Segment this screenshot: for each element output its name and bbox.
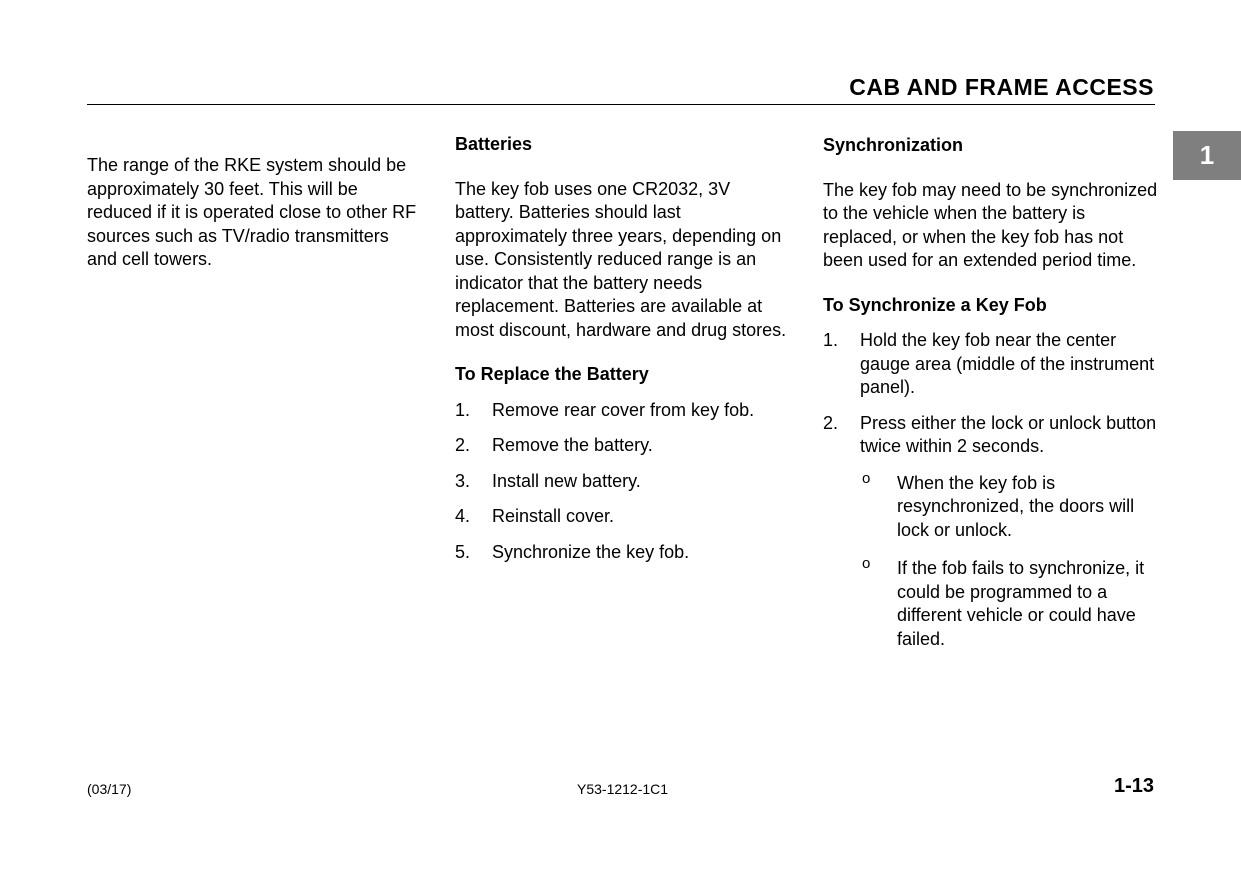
list-item <box>455 505 790 529</box>
column-middle <box>455 133 790 576</box>
step-text: Press either the lock or unlock button twice within 2 seconds. <box>860 412 1157 456</box>
list-item <box>823 412 1158 652</box>
synchronize-notes <box>860 469 1158 652</box>
list-item <box>455 470 790 494</box>
batteries-heading: Batteries <box>455 134 533 154</box>
footer-doc-number: Y53-1212-1C1 <box>577 781 669 797</box>
step-number: 2. <box>823 412 839 433</box>
list-item <box>860 557 1158 651</box>
header-rule <box>87 104 1155 105</box>
list-item <box>455 399 790 423</box>
bullet-mark: o <box>862 469 871 487</box>
step-number: 3. <box>455 470 471 491</box>
step-text: Install new battery. <box>492 470 641 491</box>
synchronize-steps <box>823 329 1158 651</box>
step-number: 1. <box>455 399 471 420</box>
list-item <box>455 434 790 458</box>
column-left <box>87 154 417 272</box>
replace-battery-heading: To Replace the Battery <box>455 364 649 384</box>
chapter-tab: 1 <box>1173 131 1241 180</box>
synchronization-heading: Synchronization <box>823 135 964 155</box>
column-right <box>823 134 1158 666</box>
step-number: 4. <box>455 506 471 526</box>
list-item <box>823 329 1158 400</box>
page-header-title: CAB AND FRAME ACCESS <box>849 74 1154 100</box>
rke-range-paragraph: The range of the RKE system should be approximately 30 feet. This will be reduced if it is operated close to other RF sources such as TV/radio transmitters and cell towers. <box>87 155 417 269</box>
list-item <box>455 541 790 565</box>
step-number: 2. <box>455 435 471 455</box>
bullet-text: If the fob fails to synchronize, it could be programmed to a different vehicle or could have failed. <box>897 558 1145 649</box>
step-text: Remove rear cover from key fob. <box>492 399 755 420</box>
synchronize-key-fob-heading: To Synchronize a Key Fob <box>823 294 1047 315</box>
step-text: Synchronize the key fob. <box>492 541 690 562</box>
footer-date: (03/17) <box>87 781 132 797</box>
footer-page-number: 1-13 <box>1113 775 1154 797</box>
batteries-paragraph: The key fob uses one CR2032, 3V battery. Batteries should last approximately three years, depending on use. Consistently reduced range is an indicator that the battery needs replacement. Batteries are available at most discount, hardware and drug stores. <box>455 178 787 340</box>
step-number: 5. <box>455 541 471 562</box>
bullet-mark: o <box>862 555 871 572</box>
step-number: 1. <box>823 330 839 350</box>
replace-battery-steps <box>455 399 790 565</box>
step-text: Hold the key fob near the center gauge area (middle of the instrument panel). <box>860 330 1155 397</box>
step-text: Reinstall cover. <box>492 506 615 526</box>
list-item <box>860 469 1158 543</box>
synchronization-paragraph: The key fob may need to be synchronized to the vehicle when the battery is replaced, or when the key fob has not been used for an extended period time. <box>823 179 1158 270</box>
bullet-text: When the key fob is resynchronized, the doors will lock or unlock. <box>897 472 1135 540</box>
step-text: Remove the battery. <box>492 435 653 455</box>
